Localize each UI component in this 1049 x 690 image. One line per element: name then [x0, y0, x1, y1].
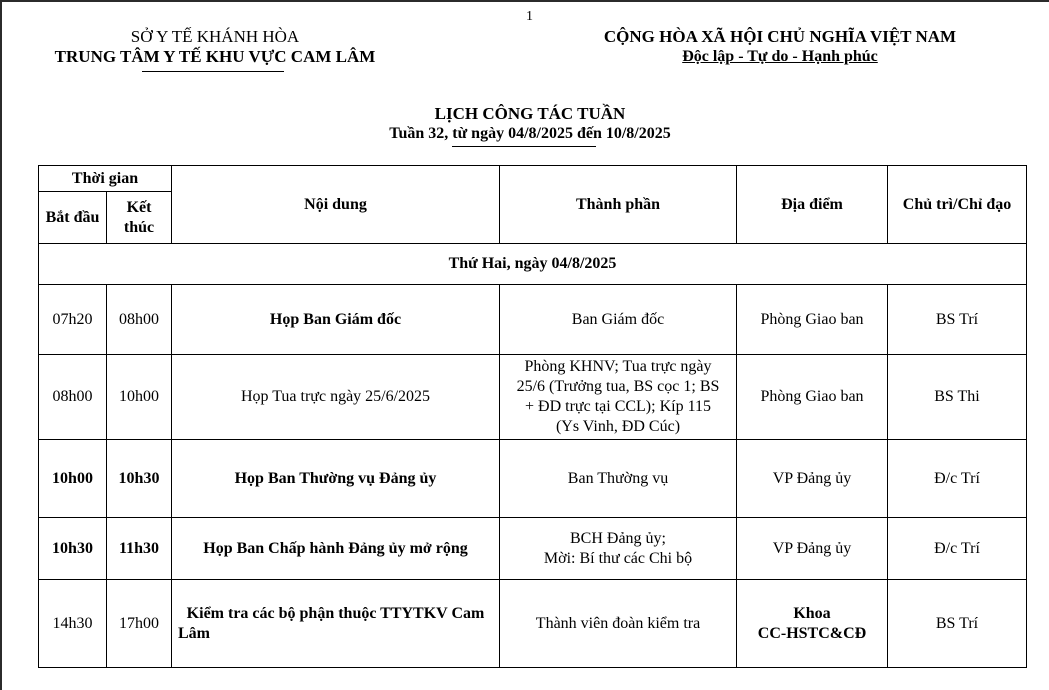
cell-location: VP Đảng ủy [737, 518, 888, 580]
table-row [39, 285, 1027, 355]
cell-participants [500, 518, 737, 580]
table-row [39, 518, 1027, 580]
cell-end: 08h00 [107, 285, 172, 355]
cell-participants: Ban Thường vụ [500, 440, 737, 518]
cell-content: Họp Ban Thường vụ Đảng ủy [172, 440, 500, 518]
header-time: Thời gian [39, 166, 172, 192]
center-name-underline [142, 71, 284, 72]
department-name: SỞ Y TẾ KHÁNH HÒA [130, 27, 300, 46]
cell-content: Họp Ban Chấp hành Đảng ủy mở rộng [172, 518, 500, 580]
cell-content: Kiểm tra các bộ phận thuộc TTYTKV Cam Lâm [172, 580, 500, 668]
day-label: Thứ Hai, ngày 04/8/2025 [39, 244, 1027, 285]
cell-end: 10h30 [107, 440, 172, 518]
cell-chair: Đ/c Trí [888, 518, 1027, 580]
header-chair: Chủ trì/Chỉ đạo [888, 166, 1027, 244]
table-row [39, 580, 1027, 668]
cell-location: VP Đảng ủy [737, 440, 888, 518]
page-frame-left-edge [0, 0, 2, 690]
header-end: Kết thúc [107, 192, 172, 244]
page-number: 1 [526, 9, 533, 24]
table-row [39, 440, 1027, 518]
schedule-table [38, 165, 1027, 668]
cell-chair: BS Trí [888, 580, 1027, 668]
cell-chair: BS Trí [888, 285, 1027, 355]
national-header [570, 27, 990, 67]
country-name: CỘNG HÒA XÃ HỘI CHỦ NGHĨA VIỆT NAM [603, 27, 957, 46]
cell-location: Phòng Giao ban [737, 355, 888, 440]
table-row [39, 355, 1027, 440]
cell-chair: Đ/c Trí [888, 440, 1027, 518]
location-line-2: CC-HSTC&CĐ [757, 624, 867, 642]
cell-location [737, 580, 888, 668]
cell-content: Họp Tua trực ngày 25/6/2025 [172, 355, 500, 440]
header-location: Địa điểm [737, 166, 888, 244]
cell-end: 10h00 [107, 355, 172, 440]
national-motto: Độc lập - Tự do - Hạnh phúc [682, 48, 878, 65]
title-underline [452, 146, 596, 147]
header-start: Bắt đầu [39, 192, 107, 244]
location-line-1: Khoa [793, 604, 831, 622]
organization-header [30, 27, 400, 67]
cell-content: Họp Ban Giám đốc [172, 285, 500, 355]
document-title [280, 104, 780, 144]
header-content: Nội dung [172, 166, 500, 244]
cell-participants: Ban Giám đốc [500, 285, 737, 355]
cell-start: 07h20 [39, 285, 107, 355]
cell-participants: Thành viên đoàn kiểm tra [500, 580, 737, 668]
cell-location: Phòng Giao ban [737, 285, 888, 355]
center-name: TRUNG TÂM Y TẾ KHU VỰC CAM LÂM [54, 47, 376, 66]
cell-start: 10h30 [39, 518, 107, 580]
cell-participants: Phòng KHNV; Tua trực ngày 25/6 (Trưởng tua, BS cọc 1; BS + ĐD trực tại CCL); Kíp 115 (Ys Vinh, ĐD Cúc) [500, 355, 737, 440]
cell-start: 08h00 [39, 355, 107, 440]
participants-line-2: Mời: Bí thư các Chi bộ [543, 549, 693, 567]
cell-start: 14h30 [39, 580, 107, 668]
day-row [39, 244, 1027, 285]
cell-end: 17h00 [107, 580, 172, 668]
cell-chair: BS Thi [888, 355, 1027, 440]
schedule-week-range: Tuần 32, từ ngày 04/8/2025 đến 10/8/2025 [389, 125, 671, 142]
page-frame-top-edge [0, 0, 1049, 2]
cell-start: 10h00 [39, 440, 107, 518]
participants-line-1: BCH Đảng ủy; [570, 529, 666, 547]
schedule-title: LỊCH CÔNG TÁC TUẦN [434, 104, 626, 123]
cell-end: 11h30 [107, 518, 172, 580]
header-participants: Thành phần [500, 166, 737, 244]
